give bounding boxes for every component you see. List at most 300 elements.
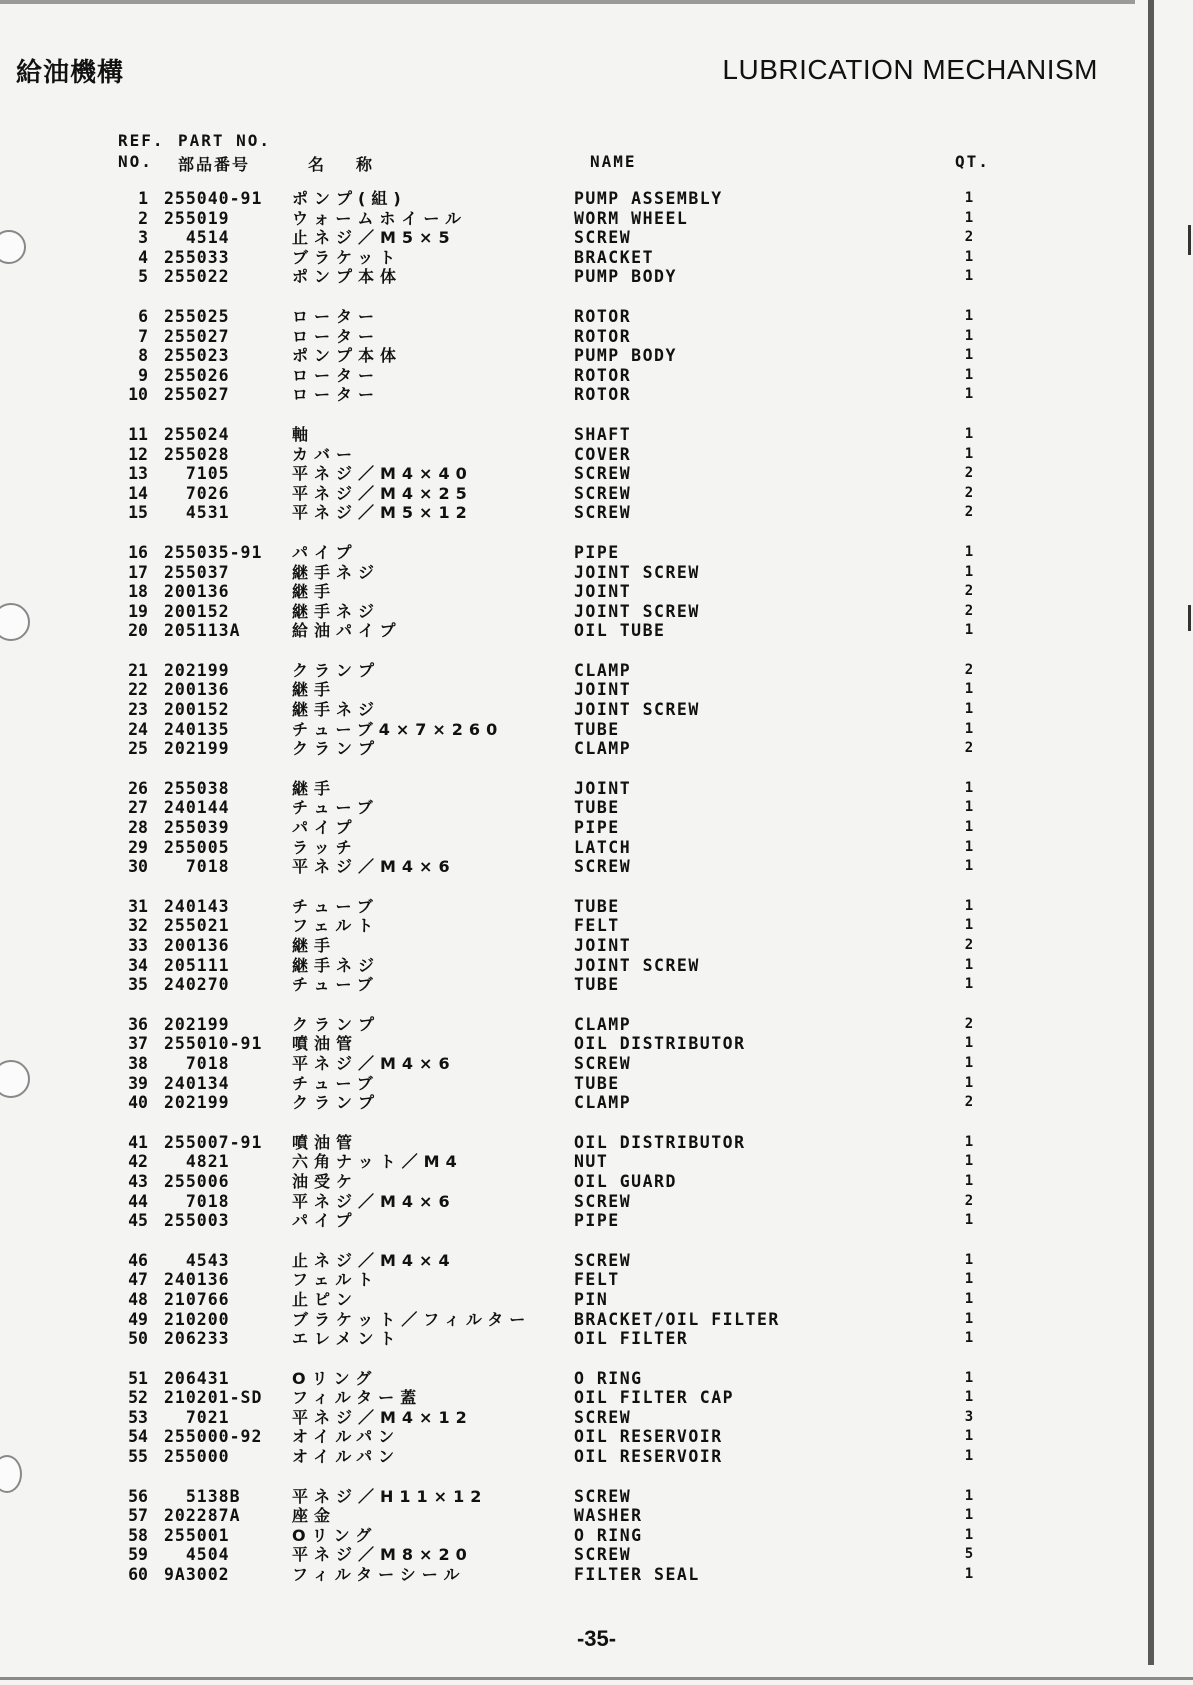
quantity: 1 (964, 1172, 974, 1189)
ref-number: 49 (128, 1309, 148, 1329)
parts-group (0, 1133, 1100, 1231)
part-number: 202199 (164, 739, 230, 759)
part-name-japanese: 継手 (292, 936, 337, 955)
ref-number: 27 (128, 798, 148, 818)
part-name-english: CLAMP (574, 739, 632, 759)
part-row (0, 1133, 1100, 1153)
part-name-english: WASHER (574, 1506, 643, 1526)
part-name-japanese: オイルパン (292, 1427, 401, 1447)
part-row (0, 1270, 1100, 1290)
quantity: 1 (964, 1271, 974, 1288)
part-name-english: JOINT SCREW (574, 562, 700, 582)
part-row (0, 366, 1100, 386)
part-name-english: LATCH (574, 837, 632, 857)
quantity: 1 (964, 1507, 974, 1524)
quantity: 1 (964, 799, 974, 816)
part-row (0, 1487, 1100, 1507)
quantity: 1 (964, 701, 974, 718)
part-row (0, 936, 1100, 956)
ref-number: 47 (128, 1270, 148, 1290)
part-number: 200136 (164, 936, 230, 955)
part-name-japanese: フェルト (292, 916, 380, 936)
part-name-english: ROTOR (574, 365, 632, 385)
ref-number: 32 (128, 916, 148, 936)
part-row (0, 720, 1100, 740)
quantity: 2 (964, 229, 974, 246)
part-row (0, 1290, 1100, 1310)
ref-number: 57 (128, 1506, 148, 1526)
part-row (0, 385, 1100, 405)
part-name-japanese: 平ネジ／M4×40 (292, 464, 473, 484)
ref-header-line2: NO. (118, 152, 153, 171)
part-number: 255028 (164, 444, 230, 464)
part-name-english: FELT (574, 1270, 620, 1290)
quantity: 1 (964, 858, 974, 875)
ref-number: 12 (128, 444, 148, 464)
quantity: 1 (964, 190, 974, 206)
part-name-japanese: 油受ケ (292, 1171, 359, 1191)
page-number: -35- (576, 1626, 617, 1651)
parts-group (0, 1251, 1100, 1349)
quantity: 1 (964, 366, 974, 383)
part-row (0, 739, 1100, 759)
part-number: 255010-91 (164, 1034, 263, 1054)
part-number: 7018 (164, 1191, 230, 1211)
part-row (0, 1093, 1100, 1113)
edge-mark (1188, 225, 1191, 255)
part-name-japanese: Oリング (292, 1525, 378, 1545)
part-name-japanese: チューブ (292, 1073, 379, 1093)
part-row (0, 1172, 1100, 1192)
part-number: 200136 (164, 582, 230, 602)
part-number: 255000-92 (164, 1427, 263, 1447)
part-row (0, 582, 1100, 602)
part-name-english: SCREW (574, 1545, 632, 1565)
part-row (0, 680, 1100, 700)
part-name-japanese: チューブ (292, 975, 379, 995)
part-name-english: CLAMP (574, 660, 632, 680)
quantity: 1 (964, 976, 974, 993)
right-page-edge (1148, 0, 1154, 1665)
part-name-english: COVER (574, 444, 632, 464)
ref-number: 4 (138, 247, 148, 267)
part-name-english: PIN (574, 1289, 609, 1309)
part-name-english: ROTOR (574, 385, 632, 405)
quantity: 1 (964, 327, 974, 344)
quantity: 1 (964, 1428, 974, 1445)
part-row (0, 425, 1100, 445)
part-name-japanese: 平ネジ／M8×20 (292, 1545, 473, 1565)
part-number: 255035-91 (164, 542, 263, 562)
part-row (0, 1447, 1100, 1467)
ref-number: 60 (128, 1565, 148, 1585)
part-name-japanese: Oリング (292, 1368, 378, 1388)
ref-number: 37 (128, 1034, 148, 1054)
quantity: 1 (964, 1054, 974, 1071)
part-name-english: JOINT SCREW (574, 955, 700, 975)
part-number: 202199 (164, 660, 230, 680)
part-name-english: JOINT (574, 778, 632, 798)
name-header-english: NAME (590, 152, 637, 171)
part-name-english: OIL GUARD (574, 1171, 677, 1191)
quantity: 1 (964, 386, 974, 403)
part-name-japanese: ローター (292, 385, 381, 405)
part-name-english: TUBE (574, 1073, 620, 1093)
part-name-english: OIL RESERVOIR (574, 1427, 723, 1447)
part-name-english: SCREW (574, 228, 632, 248)
ref-number: 2 (138, 208, 148, 228)
quantity: 2 (964, 484, 974, 501)
part-number: 255039 (164, 818, 230, 838)
part-number: 7021 (164, 1407, 230, 1427)
ref-number: 20 (128, 621, 148, 641)
part-name-japanese: チューブ4×7×260 (292, 719, 504, 739)
ref-number: 13 (128, 464, 148, 484)
part-name-english: PUMP BODY (574, 346, 677, 366)
part-name-english: O RING (574, 1525, 643, 1545)
part-row (0, 1526, 1100, 1546)
part-name-english: O RING (574, 1368, 643, 1388)
part-number: 255001 (164, 1525, 230, 1545)
part-name-english: FILTER SEAL (574, 1565, 700, 1585)
parts-group (0, 779, 1100, 877)
part-name-japanese: 噴油管 (292, 1132, 359, 1152)
ref-number: 22 (128, 680, 148, 700)
part-no-header-japanese: 部品番号 (178, 155, 251, 174)
part-name-japanese: 継手ネジ (292, 700, 381, 720)
part-row (0, 228, 1100, 248)
quantity: 1 (964, 1566, 974, 1583)
ref-number: 7 (138, 326, 148, 346)
part-number: 255038 (164, 778, 230, 798)
ref-number: 50 (128, 1329, 148, 1349)
ref-number: 29 (128, 837, 148, 857)
part-number: 5138B (164, 1486, 241, 1506)
part-row (0, 1565, 1100, 1585)
quantity: 1 (964, 1212, 974, 1229)
part-name-english: ROTOR (574, 306, 632, 326)
parts-group (0, 1487, 1100, 1585)
ref-number: 9 (138, 365, 148, 385)
part-name-english: SHAFT (574, 424, 632, 444)
part-name-english: OIL RESERVOIR (574, 1447, 723, 1467)
part-name-japanese: 平ネジ／H11×12 (292, 1486, 488, 1506)
quantity: 1 (964, 347, 974, 364)
part-number: 240143 (164, 896, 230, 916)
part-number: 240136 (164, 1270, 230, 1290)
part-row (0, 1054, 1100, 1074)
part-row (0, 1211, 1100, 1231)
part-row (0, 897, 1100, 917)
part-row (0, 857, 1100, 877)
quantity: 1 (964, 838, 974, 855)
part-name-japanese: 給油パイプ (292, 621, 402, 641)
parts-group (0, 307, 1100, 405)
ref-number: 3 (138, 228, 148, 248)
part-number: 202199 (164, 1014, 230, 1034)
quantity: 2 (964, 602, 974, 619)
part-name-english: SCREW (574, 503, 632, 523)
part-number: 210200 (164, 1309, 230, 1329)
part-name-japanese: フィルターシール (292, 1565, 466, 1585)
part-name-english: SCREW (574, 1053, 632, 1073)
part-name-japanese: カバー (292, 444, 359, 464)
part-name-japanese: ブラケット (292, 247, 402, 267)
part-number: 200152 (164, 700, 230, 720)
part-name-japanese: ポンプ本体 (292, 346, 403, 366)
part-row (0, 956, 1100, 976)
part-number: 205113A (164, 621, 241, 641)
ref-number: 31 (128, 896, 148, 916)
part-number: 255026 (164, 365, 230, 385)
part-number: 4504 (164, 1545, 230, 1565)
part-name-japanese: ラッチ (292, 837, 358, 857)
part-name-japanese: クランプ (292, 1093, 381, 1113)
part-name-english: PUMP ASSEMBLY (574, 189, 723, 208)
section-title-japanese: 給油機構 (16, 58, 125, 88)
part-name-japanese: ローター (292, 306, 381, 326)
quantity: 2 (964, 1094, 974, 1111)
part-number: 206431 (164, 1368, 230, 1388)
part-number: 255024 (164, 424, 230, 444)
part-number: 255023 (164, 346, 230, 366)
part-name-english: JOINT (574, 936, 632, 955)
part-number: 4514 (164, 228, 230, 248)
quantity: 1 (964, 897, 974, 914)
part-name-english: TUBE (574, 798, 620, 818)
quantity: 2 (964, 504, 974, 521)
part-number: 255022 (164, 267, 230, 287)
part-name-english: PIPE (574, 818, 620, 838)
part-number: 206233 (164, 1329, 230, 1349)
part-row (0, 1427, 1100, 1447)
part-row (0, 779, 1100, 799)
quantity: 1 (964, 1487, 974, 1504)
part-name-japanese: 継手 (292, 778, 337, 798)
part-name-english: OIL DISTRIBUTOR (574, 1132, 746, 1152)
part-name-english: ROTOR (574, 326, 632, 346)
quantity: 1 (964, 1448, 974, 1465)
part-number: 200152 (164, 601, 230, 621)
part-name-english: SCREW (574, 464, 632, 484)
part-name-english: CLAMP (574, 1014, 632, 1034)
part-name-japanese: 軸 (292, 424, 315, 444)
part-row (0, 700, 1100, 720)
part-name-japanese: ローター (292, 326, 381, 346)
ref-number: 25 (128, 739, 148, 759)
ref-number: 30 (128, 857, 148, 877)
part-name-japanese: 継手ネジ (292, 562, 381, 582)
parts-group (0, 1015, 1100, 1113)
quantity: 1 (964, 1369, 974, 1386)
parts-group (0, 425, 1100, 523)
parts-group (0, 189, 1100, 287)
part-name-english: JOINT (574, 582, 632, 602)
part-name-japanese: ポンプ(組) (292, 189, 407, 208)
ref-number: 11 (128, 424, 148, 444)
part-name-japanese: 継手ネジ (292, 601, 381, 621)
parts-group (0, 543, 1100, 641)
quantity: 1 (964, 681, 974, 698)
quantity: 1 (964, 209, 974, 226)
part-number: 4821 (164, 1152, 230, 1172)
ref-number: 28 (128, 818, 148, 838)
ref-number: 54 (128, 1427, 148, 1447)
part-row (0, 1152, 1100, 1172)
ref-number: 53 (128, 1407, 148, 1427)
part-row (0, 1369, 1100, 1389)
part-name-japanese: 止ネジ／M5×5 (292, 228, 456, 248)
part-name-japanese: 止ピン (292, 1289, 359, 1309)
part-number: 255027 (164, 326, 230, 346)
part-name-japanese: ローター (292, 365, 381, 385)
part-number: 200136 (164, 680, 230, 700)
part-row (0, 543, 1100, 563)
part-name-english: TUBE (574, 896, 620, 916)
part-name-japanese: 平ネジ／M4×6 (292, 1191, 456, 1211)
part-name-english: SCREW (574, 483, 632, 503)
quantity: 2 (964, 661, 974, 678)
part-row (0, 503, 1100, 523)
ref-number: 5 (138, 267, 148, 287)
part-name-english: OIL FILTER (574, 1329, 689, 1349)
ref-number: 38 (128, 1053, 148, 1073)
quantity: 1 (964, 622, 974, 639)
quantity: 1 (964, 543, 974, 560)
part-number: 9A3002 (164, 1565, 230, 1585)
quantity: 1 (964, 445, 974, 462)
ref-number: 42 (128, 1152, 148, 1172)
quantity: 2 (964, 740, 974, 757)
part-name-japanese: チューブ (292, 896, 379, 916)
parts-group (0, 897, 1100, 995)
edge-mark (1188, 605, 1191, 631)
quantity: 1 (964, 563, 974, 580)
part-number: 4543 (164, 1250, 230, 1270)
ref-number: 52 (128, 1388, 148, 1408)
part-name-japanese: クランプ (292, 1014, 381, 1034)
quantity: 1 (964, 1290, 974, 1307)
part-name-english: PUMP BODY (574, 267, 677, 287)
part-number: 255021 (164, 916, 230, 936)
quantity: 2 (964, 1015, 974, 1032)
part-name-japanese: 止ネジ／M4×4 (292, 1250, 456, 1270)
part-row (0, 445, 1100, 465)
part-number: 255003 (164, 1211, 230, 1231)
part-name-english: PIPE (574, 542, 620, 562)
part-name-english: FELT (574, 916, 620, 936)
part-name-japanese: パイプ (292, 542, 358, 562)
ref-number: 36 (128, 1014, 148, 1034)
part-name-japanese: 平ネジ／M4×6 (292, 857, 456, 877)
ref-number: 40 (128, 1093, 148, 1113)
ref-number: 34 (128, 955, 148, 975)
part-name-japanese: ポンプ本体 (292, 267, 403, 287)
part-number: 255027 (164, 385, 230, 405)
part-row (0, 798, 1100, 818)
part-number: 255033 (164, 247, 230, 267)
part-number: 202287A (164, 1506, 241, 1526)
quantity: 2 (964, 465, 974, 482)
part-name-japanese: オイルパン (292, 1447, 401, 1467)
part-name-japanese: 平ネジ／M4×25 (292, 483, 473, 503)
part-name-english: BRACKET/OIL FILTER (574, 1309, 780, 1329)
part-name-japanese: 継手 (292, 680, 337, 700)
part-number: 210201-SD (164, 1388, 263, 1408)
quantity: 1 (964, 248, 974, 265)
part-no-header: PART NO. (178, 131, 272, 150)
part-number: 210766 (164, 1289, 230, 1309)
part-number: 255037 (164, 562, 230, 582)
quantity: 2 (964, 583, 974, 600)
name-header-japanese: 名 称 (308, 155, 381, 174)
part-name-english: SCREW (574, 857, 632, 877)
part-name-english: TUBE (574, 975, 620, 995)
part-number: 255019 (164, 208, 230, 228)
ref-number: 44 (128, 1191, 148, 1211)
part-row (0, 916, 1100, 936)
part-row (0, 484, 1100, 504)
ref-number: 16 (128, 542, 148, 562)
quantity: 1 (964, 956, 974, 973)
part-row (0, 1074, 1100, 1094)
ref-number: 23 (128, 700, 148, 720)
part-name-english: OIL DISTRIBUTOR (574, 1034, 746, 1054)
part-name-english: WORM WHEEL (574, 208, 689, 228)
quantity: 1 (964, 819, 974, 836)
part-row (0, 1506, 1100, 1526)
part-number: 255005 (164, 837, 230, 857)
part-number: 240134 (164, 1073, 230, 1093)
ref-number: 56 (128, 1486, 148, 1506)
quantity: 1 (964, 1133, 974, 1150)
part-row (0, 307, 1100, 327)
part-name-english: SCREW (574, 1191, 632, 1211)
part-name-english: PIPE (574, 1211, 620, 1231)
quantity: 1 (964, 1330, 974, 1347)
part-name-japanese: 噴油管 (292, 1034, 359, 1054)
part-number: 255007-91 (164, 1132, 263, 1152)
ref-number: 19 (128, 601, 148, 621)
part-name-japanese: フィルター蓋 (292, 1388, 423, 1408)
ref-number: 24 (128, 719, 148, 739)
ref-number: 14 (128, 483, 148, 503)
quantity: 1 (964, 268, 974, 285)
part-number: 240144 (164, 798, 230, 818)
part-number: 240135 (164, 719, 230, 739)
part-name-english: NUT (574, 1152, 609, 1172)
ref-number: 46 (128, 1250, 148, 1270)
ref-number: 43 (128, 1171, 148, 1191)
part-row (0, 209, 1100, 229)
part-name-english: SCREW (574, 1486, 632, 1506)
ref-number: 45 (128, 1211, 148, 1231)
part-row (0, 1408, 1100, 1428)
part-number: 205111 (164, 955, 230, 975)
part-row (0, 602, 1100, 622)
part-name-japanese: 平ネジ／M4×6 (292, 1053, 456, 1073)
bottom-edge-line (0, 1677, 1193, 1680)
quantity: 1 (964, 1153, 974, 1170)
part-row (0, 975, 1100, 995)
part-number: 255000 (164, 1447, 230, 1467)
quantity: 1 (964, 779, 974, 796)
part-name-english: JOINT SCREW (574, 700, 700, 720)
ref-number: 55 (128, 1447, 148, 1467)
part-name-japanese: 六角ナット／M4 (292, 1152, 463, 1172)
ref-number: 18 (128, 582, 148, 602)
part-name-english: OIL TUBE (574, 621, 666, 641)
